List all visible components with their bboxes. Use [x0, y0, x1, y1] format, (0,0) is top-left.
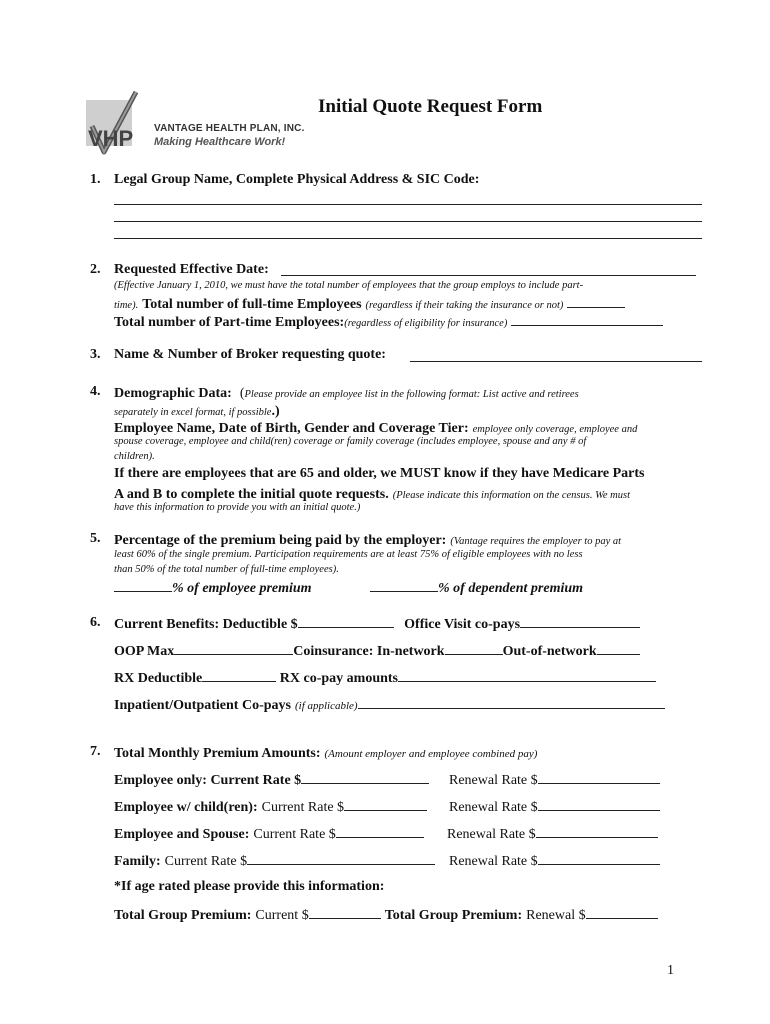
- section-5-note-line-2: least 60% of the single premium. Participation requirements are at least 75% of eligible employees with no less: [114, 549, 583, 560]
- section-2-note-line-1: (Effective January 1, 2010, we must have the total number of employees that the group employs to include part-: [114, 280, 584, 291]
- employee-spouse-label: Employee and Spouse:: [114, 827, 250, 842]
- section-7-label: Total Monthly Premium Amounts:: [114, 746, 321, 761]
- group-info-line-1[interactable]: [114, 204, 702, 205]
- family-current-label: Current Rate $: [164, 854, 248, 869]
- family-current-field[interactable]: [247, 852, 435, 865]
- employee-spouse-row: [114, 825, 424, 843]
- parttime-label: Total number of Part-time Employees:: [114, 315, 345, 330]
- broker-field[interactable]: [410, 361, 702, 362]
- section-2-number: 2.: [90, 262, 101, 277]
- employee-spouse-renewal-row: [447, 825, 658, 843]
- section-5-number: 5.: [90, 531, 101, 546]
- group-info-line-3[interactable]: [114, 238, 702, 239]
- deductible-field[interactable]: [298, 615, 394, 628]
- employee-children-row: [114, 798, 427, 816]
- employee-spouse-current-field[interactable]: [336, 825, 424, 838]
- employee-only-renewal-label: Renewal Rate $: [449, 773, 538, 788]
- company-logo: [80, 86, 305, 162]
- current-benefits-label: Current Benefits: Deductible $: [114, 617, 298, 632]
- employee-children-renewal-label: Renewal Rate $: [449, 800, 538, 815]
- inpatient-note: (if applicable): [294, 700, 358, 712]
- family-renewal-row: [449, 852, 660, 870]
- rx-deductible-field[interactable]: [202, 669, 276, 682]
- dependent-premium-field[interactable]: [370, 579, 438, 592]
- section-7-number: 7.: [90, 744, 101, 759]
- medicare-line-1: If there are employees that are 65 and older, we MUST know if they have Medicare Parts: [114, 466, 645, 481]
- total-group-premium-renewal-label: Total Group Premium:: [384, 908, 523, 923]
- section-4-label: Demographic Data:: [114, 386, 232, 401]
- family-renewal-field[interactable]: [538, 852, 660, 865]
- section-7-note: (Amount employer and employee combined pay): [324, 748, 538, 760]
- employee-spouse-current-label: Current Rate $: [253, 827, 336, 842]
- employee-info-note-line-2: spouse coverage, employee and child(ren) coverage or family coverage (includes employee, spouse and any # of: [114, 436, 587, 447]
- employee-only-label: Employee only: Current Rate $: [114, 773, 302, 788]
- family-row: [114, 852, 435, 870]
- current-label: Current $: [255, 908, 309, 923]
- employee-premium-label: % of employee premium: [172, 581, 312, 596]
- employee-premium-row: [114, 579, 312, 597]
- section-3-label: Name & Number of Broker requesting quote:: [114, 347, 386, 362]
- inpatient-field[interactable]: [358, 696, 665, 709]
- office-visit-label: Office Visit co-pays: [404, 617, 521, 632]
- section-6-number: 6.: [90, 615, 101, 630]
- coinsurance-in-network-field[interactable]: [445, 642, 503, 655]
- group-info-line-2[interactable]: [114, 221, 702, 222]
- medicare-line-2: A and B to complete the initial quote requests.: [114, 487, 389, 502]
- section-4-note-line-2: separately in excel format, if possible: [114, 407, 272, 418]
- total-premium-renewal-field[interactable]: [586, 906, 658, 919]
- logo-company-name: VANTAGE HEALTH PLAN, INC.: [154, 123, 305, 134]
- fulltime-row: [114, 295, 625, 313]
- office-visit-field[interactable]: [520, 615, 640, 628]
- medicare-row-2: [114, 485, 630, 503]
- section-4-number: 4.: [90, 384, 101, 399]
- coinsurance-in-network-label: Coinsurance: In-network: [293, 644, 445, 659]
- employee-children-renewal-row: [449, 798, 660, 816]
- total-premium-current-field[interactable]: [309, 906, 381, 919]
- inpatient-label: Inpatient/Outpatient Co-pays: [114, 698, 291, 713]
- dependent-premium-row: [370, 579, 583, 597]
- deductible-row: [114, 615, 640, 633]
- employee-info-label: Employee Name, Date of Birth, Gender and Coverage Tier:: [114, 421, 469, 436]
- inpatient-row: [114, 696, 665, 714]
- employee-spouse-renewal-label: Renewal Rate $: [447, 827, 536, 842]
- section-4-header: [114, 384, 579, 402]
- medicare-note-line-2: have this information to provide you with an initial quote.): [114, 502, 361, 513]
- oop-max-field[interactable]: [174, 642, 293, 655]
- section-2-label: Requested Effective Date:: [114, 262, 269, 277]
- parttime-note: (regardless of eligibility for insurance): [344, 318, 508, 329]
- effective-date-field[interactable]: [281, 275, 696, 276]
- employee-children-current-label: Current Rate $: [261, 800, 345, 815]
- rx-copay-label: RX co-pay amounts: [279, 671, 399, 686]
- rx-deductible-label: RX Deductible: [114, 671, 203, 686]
- vhp-monogram-icon: [80, 86, 156, 162]
- age-rated-note: *If age rated please provide this information:: [114, 879, 385, 894]
- fulltime-label: Total number of full-time Employees: [142, 297, 362, 312]
- svg-text:VHP: VHP: [88, 126, 134, 151]
- section-5-header: [114, 531, 621, 549]
- employee-only-current-field[interactable]: [301, 771, 429, 784]
- renewal-label: Renewal $: [526, 908, 586, 923]
- employee-info-note-line-3: children).: [114, 451, 155, 462]
- section-4-note-row-2: [114, 402, 280, 420]
- section-5-note-line-3: than 50% of the total number of full-time employees).: [114, 564, 339, 575]
- parttime-row: [114, 313, 663, 331]
- section-7-header: [114, 744, 537, 762]
- logo-tagline: Making Healthcare Work!: [154, 136, 286, 148]
- family-renewal-label: Renewal Rate $: [449, 854, 538, 869]
- employee-only-renewal-field[interactable]: [538, 771, 660, 784]
- section-3-number: 3.: [90, 347, 101, 362]
- parttime-count-field[interactable]: [511, 313, 663, 326]
- total-group-premium-current-label: Total Group Premium:: [114, 908, 252, 923]
- out-of-network-field[interactable]: [597, 642, 640, 655]
- section-4-note-close: .): [271, 404, 280, 419]
- employee-only-row: [114, 771, 429, 789]
- employee-children-label: Employee w/ child(ren):: [114, 800, 258, 815]
- employee-info-note-line-1: employee only coverage, employee and: [472, 424, 638, 435]
- section-2-note-line-2: time).: [114, 300, 139, 311]
- page-number: 1: [667, 963, 674, 978]
- rx-row: [114, 669, 656, 687]
- total-group-premium-row: [114, 906, 658, 924]
- rx-copay-field[interactable]: [398, 669, 656, 682]
- section-5-label: Percentage of the premium being paid by the employer:: [114, 533, 447, 548]
- employee-only-renewal-row: [449, 771, 660, 789]
- out-of-network-label: Out-of-network: [502, 644, 597, 659]
- oop-row: [114, 642, 640, 660]
- oop-max-label: OOP Max: [114, 644, 175, 659]
- section-4-note-open: (: [239, 386, 245, 401]
- employee-spouse-renewal-field[interactable]: [536, 825, 658, 838]
- section-4-note-line-1: Please provide an employee list in the following format: List active and retirees: [244, 389, 579, 400]
- employee-children-renewal-field[interactable]: [538, 798, 660, 811]
- employee-info-row: [114, 419, 637, 437]
- section-1-label: Legal Group Name, Complete Physical Address & SIC Code:: [114, 172, 480, 187]
- employee-premium-field[interactable]: [114, 579, 172, 592]
- dependent-premium-label: % of dependent premium: [438, 581, 584, 596]
- medicare-note-line-1: (Please indicate this information on the census. We must: [392, 490, 630, 501]
- family-label: Family:: [114, 854, 161, 869]
- page-title: Initial Quote Request Form: [318, 96, 543, 117]
- fulltime-note: (regardless if their taking the insurance or not): [365, 300, 564, 311]
- employee-children-current-field[interactable]: [344, 798, 427, 811]
- section-1-number: 1.: [90, 172, 101, 187]
- section-5-note-line-1: (Vantage requires the employer to pay at: [450, 536, 622, 547]
- fulltime-count-field[interactable]: [567, 295, 625, 308]
